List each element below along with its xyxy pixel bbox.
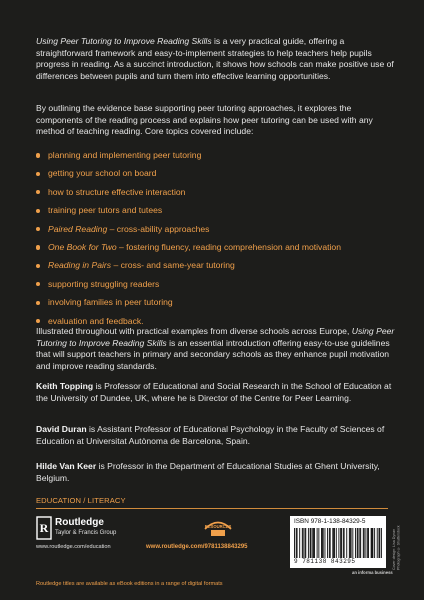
topic-item: training peer tutors and tutees — [36, 205, 396, 216]
topic-item: planning and implementing peer tutoring — [36, 150, 396, 161]
barcode-bar — [368, 528, 369, 558]
barcode-bar — [334, 528, 335, 558]
topic-item: evaluation and feedback. — [36, 316, 396, 327]
barcode-bar — [305, 528, 306, 558]
barcode-bar — [355, 528, 356, 558]
barcode-bar — [327, 528, 328, 558]
bullet-dot-icon — [36, 264, 40, 268]
barcode-bar — [379, 528, 380, 558]
barcode-bar — [299, 528, 300, 558]
informa-tagline: an informa business — [352, 570, 393, 575]
barcode-bar — [359, 528, 360, 558]
author-bio: Hilde Van Keer is Professor in the Department of Educational Studies at Ghent University, Belgium. — [36, 461, 380, 483]
topic-item: getting your school on board — [36, 168, 396, 179]
barcode — [290, 516, 386, 568]
barcode-bar — [318, 528, 319, 558]
barcode-bar — [372, 528, 373, 558]
barcode-bar — [364, 528, 365, 558]
barcode-bar — [313, 528, 314, 558]
barcode-bar — [349, 528, 350, 558]
bullet-dot-icon — [36, 153, 40, 157]
barcode-bar — [363, 528, 364, 558]
barcode-bar — [372, 528, 373, 558]
barcode-bar — [346, 528, 347, 558]
overview-paragraph — [36, 103, 396, 138]
topics-list — [36, 150, 396, 327]
topic-item: how to structure effective interaction — [36, 187, 396, 198]
barcode-bar — [374, 528, 375, 558]
topic-item: supporting struggling readers — [36, 279, 396, 290]
barcode-bar — [312, 528, 313, 558]
barcode-bar — [311, 528, 312, 558]
barcode-bar — [296, 528, 297, 558]
barcode-bar — [352, 528, 353, 558]
book-title-italic: Using Peer Tutoring to Improve Reading Skills — [36, 326, 395, 348]
barcode-bar — [330, 528, 331, 558]
isbn-text: ISBN 978-1-138-84329-5 — [294, 518, 366, 525]
barcode-bar — [314, 528, 315, 558]
barcode-bar — [294, 528, 295, 558]
bullet-dot-icon — [36, 227, 40, 231]
barcode-bar — [317, 528, 318, 558]
ebook-note: Routledge titles are available as eBook editions in a range of digital formats — [36, 581, 223, 587]
barcode-bar — [321, 528, 322, 558]
topic-item: One Book for Two – fostering fluency, reading comprehension and motivation — [36, 242, 396, 253]
barcode-bar — [304, 528, 305, 558]
author-name: Hilde Van Keer — [36, 461, 97, 471]
barcode-bar — [338, 528, 339, 558]
routledge-logo-icon — [36, 516, 52, 540]
barcode-bar — [344, 528, 345, 558]
topic-item: Reading in Pairs – cross- and same-year tutoring — [36, 260, 396, 271]
overview-text: By outlining the evidence base supporting peer tutoring approaches, it explores the components of the reading process and explains how peer tutoring can be used with any method of teaching reading. Core topics covered include: — [36, 103, 373, 137]
book-title-italic: Using Peer Tutoring to Improve Reading Skills — [36, 36, 212, 46]
bullet-dot-icon — [36, 172, 40, 176]
svg-text:RESOURCES: RESOURCES — [204, 524, 232, 529]
barcode-bar — [333, 528, 334, 558]
barcode-bar — [365, 528, 366, 558]
barcode-digits: 9 781138 843295 — [294, 558, 356, 565]
barcode-bar — [303, 528, 304, 558]
barcode-bar — [308, 528, 309, 558]
publisher-link[interactable]: www.routledge.com/education — [36, 544, 111, 550]
topic-item: involving families in peer tutoring — [36, 297, 396, 308]
author-bio: Keith Topping is Professor of Educational and Social Research in the School of Education at the University of Dundee, UK, where he is Director of the Centre for Peer Learning. — [36, 381, 392, 403]
author-name: Keith Topping — [36, 381, 94, 391]
barcode-bar — [371, 528, 372, 558]
barcode-bar — [341, 528, 342, 558]
barcode-bar — [329, 528, 330, 558]
svg-text:R: R — [39, 521, 49, 535]
barcode-bar — [360, 528, 361, 558]
bullet-dot-icon — [36, 319, 40, 323]
barcode-bar — [297, 528, 298, 558]
barcode-bar — [379, 528, 380, 558]
bullet-dot-icon — [36, 245, 40, 249]
intro-paragraph — [36, 36, 396, 82]
barcode-bar — [340, 528, 341, 558]
bullet-dot-icon — [36, 301, 40, 305]
bullet-dot-icon — [36, 282, 40, 286]
barcode-bars — [294, 528, 382, 558]
bullet-dot-icon — [36, 209, 40, 213]
barcode-bar — [323, 528, 324, 558]
barcode-bar — [302, 528, 303, 558]
barcode-bar — [324, 528, 325, 558]
barcode-bar — [350, 528, 351, 558]
resources-link[interactable]: www.routledge.com/9781138843295 — [146, 544, 248, 550]
barcode-bar — [381, 528, 382, 558]
barcode-bar — [310, 528, 311, 558]
subject-category: EDUCATION / LITERACY — [36, 496, 126, 505]
barcode-bar — [332, 528, 333, 558]
divider — [36, 508, 388, 509]
cover-credit: Cover design: Lisa Dynan Photograph © Shutterstock — [392, 525, 401, 570]
topic-item: Paired Reading – cross-ability approaches — [36, 224, 396, 235]
barcode-bar — [351, 528, 352, 558]
barcode-bar — [367, 528, 368, 558]
publisher-name: Routledge — [55, 517, 104, 528]
bullet-dot-icon — [36, 190, 40, 194]
footer — [0, 576, 424, 600]
barcode-bar — [358, 528, 359, 558]
author-name: David Duran — [36, 424, 87, 434]
barcode-bar — [377, 528, 378, 558]
intro-text: is a very practical guide, offering a straightforward framework and easy-to-implement strategies to help teachers help pupils progress in reading. As a succinct introduction, it shows how schools can make positive use of differences between pupils and turn them into effective learning opportunities. — [36, 36, 394, 81]
author-bio: David Duran is Assistant Professor of Educational Psychology in the Faculty of Sciences of Education at Universitat Autònoma de Barcelona, Spain. — [36, 424, 385, 446]
summary-paragraph: Illustrated throughout with practical examples from diverse schools across Europe, Using Peer Tutoring to Improve Reading Skills is an essential introduction offering easy-to-use guidelines that will support teachers in primary and secondary schools as they enhance pupil motivation and improve reading standards. — [36, 326, 395, 371]
barcode-bar — [343, 528, 344, 558]
barcode-bar — [322, 528, 323, 558]
resources-badge-icon — [202, 516, 234, 538]
publisher-group: Taylor & Francis Group — [55, 530, 117, 536]
barcode-bar — [357, 528, 358, 558]
barcode-bar — [336, 528, 337, 558]
